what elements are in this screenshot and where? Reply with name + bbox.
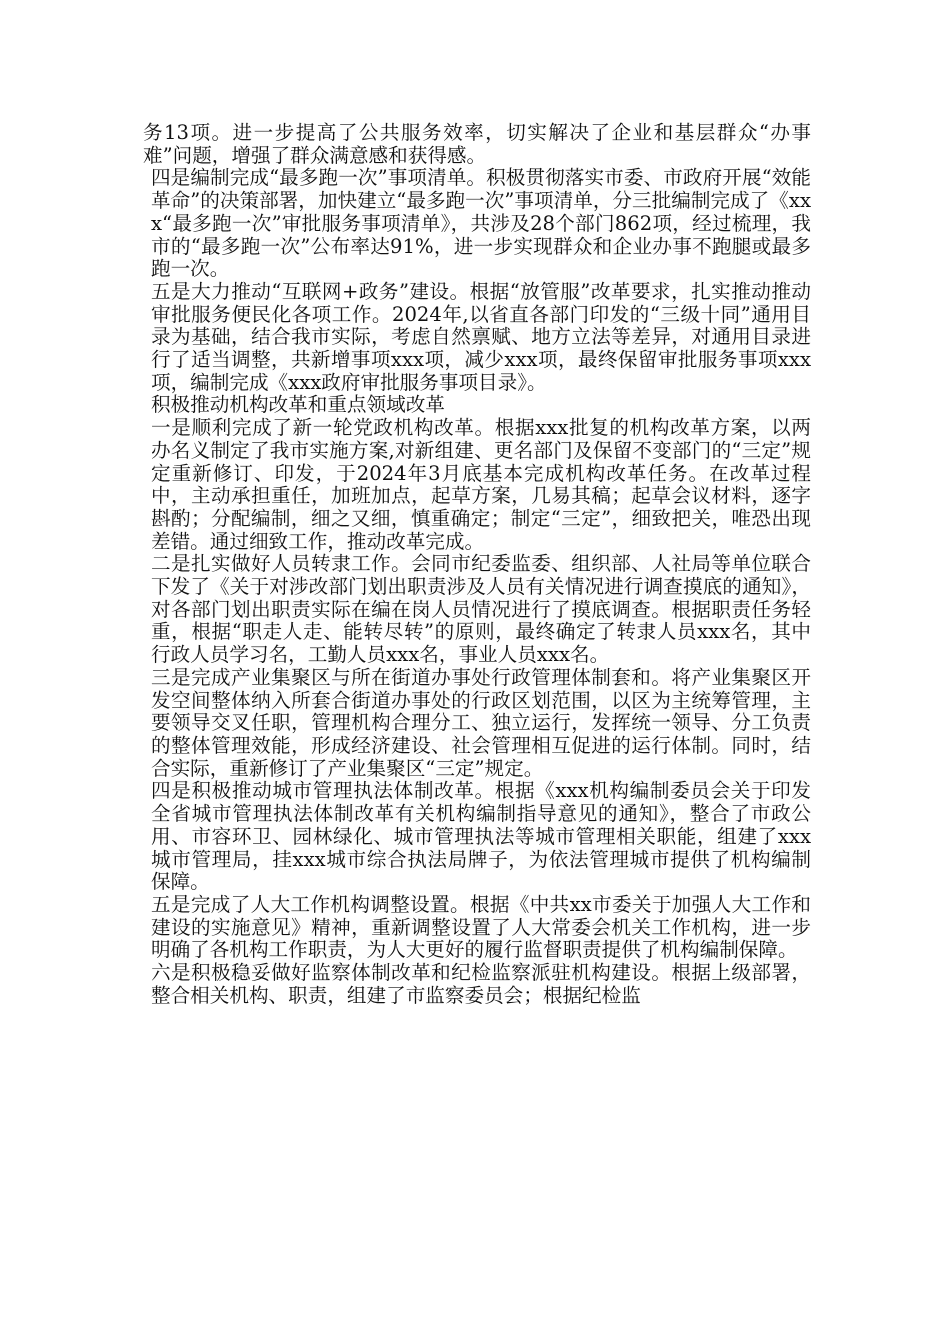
paragraph-item-four-checklist: 四是编制完成“最多跑一次”事项清单。积极贯彻落实市委、市政府开展“效能革命”的决策部署，加快建立“最多跑一次”事项清单，分三批编制完成了《xxx“最多跑一次”审批服务事项清单》，共涉及28个部门862项，经过梳理，我市的“最多跑一次”公布率达91%，进一步实现群众和企业办事不跑腿或最多跑一次。 (151, 166, 811, 281)
section-heading: 积极推动机构改革和重点领域改革 (151, 393, 445, 417)
paragraph-item-six-supervision: 六是积极稳妥做好监察体制改革和纪检监察派驻机构建设。根据上级部署，整合相关机构、职责，组建了市监察委员会；根据纪检监 (151, 961, 811, 1007)
paragraph-item-one-reform: 一是顺利完成了新一轮党政机构改革。根据xxx批复的机构改革方案，以两办名义制定了我市实施方案,对新组建、更名部门及保留不变部门的“三定”规定重新修订、印发，于2024年3月底基本完成机构改革任务。在改革过程中，主动承担重任，加班加点，起草方案，几易其稿；起草会议材料，逐字斟酌；分配编制，细之又细，慎重确定；制定“三定”，细致把关，唯恐出现差错。通过细致工作，推动改革完成。 (151, 416, 811, 553)
document-body (143, 122, 811, 1007)
paragraph-item-three-industrial-zone: 三是完成产业集聚区与所在街道办事处行政管理体制套和。将产业集聚区开发空间整体纳入所套合街道办事处的行政区划范围，以区为主统筹管理，主要领导交叉任职，管理机构合理分工、独立运行，发挥统一领导、分工负责的整体管理效能，形成经济建设、社会管理相互促进的运行体制。同时，结合实际，重新修订了产业集聚区“三定”规定。 (151, 665, 811, 780)
paragraph-continuation: 务13项。进一步提高了公共服务效率，切实解决了企业和基层群众“办事难”问题，增强了群众满意感和获得感。 (143, 121, 811, 167)
paragraph-item-two-transfer: 二是扎实做好人员转隶工作。会同市纪委监委、组织部、人社局等单位联合下发了《关于对涉改部门划出职责涉及人员有关情况进行调查摸底的通知》，对各部门划出职责实际在编在岗人员情况进行了摸底调查。根据职责任务轻重，根据“职走人走、能转尽转”的原则，最终确定了转隶人员xxx名，其中行政人员学习名，工勤人员xxx名，事业人员xxx名。 (151, 552, 811, 667)
paragraph-item-five-internet-gov: 五是大力推动“互联网+政务”建设。根据“放管服”改革要求，扎实推动推动审批服务便民化各项工作。2024年,以省直各部门印发的“三级十同”通用目录为基础，结合我市实际，考虑自然禀赋、地方立法等差异，对通用目录进行了适当调整，共新增事项xxx项，减少xxx项，最终保留审批服务事项xxx项，编制完成《xxx政府审批服务事项目录》。 (151, 279, 811, 394)
paragraph-item-five-npc: 五是完成了人大工作机构调整设置。根据《中共xx市委关于加强人大工作和建设的实施意见》精神，重新调整设置了人大常委会机关工作机构，进一步明确了各机构工作职责，为人大更好的履行监督职责提供了机构编制保障。 (151, 892, 811, 962)
paragraph-item-four-urban-management: 四是积极推动城市管理执法体制改革。根据《xxx机构编制委员会关于印发全省城市管理执法体制改革有关机构编制指导意见的通知》，整合了市政公用、市容环卫、园林绿化、城市管理执法等城市管理相关职能，组建了xxx城市管理局，挂xxx城市综合执法局牌子，为依法管理城市提供了机构编制保障。 (151, 779, 811, 894)
